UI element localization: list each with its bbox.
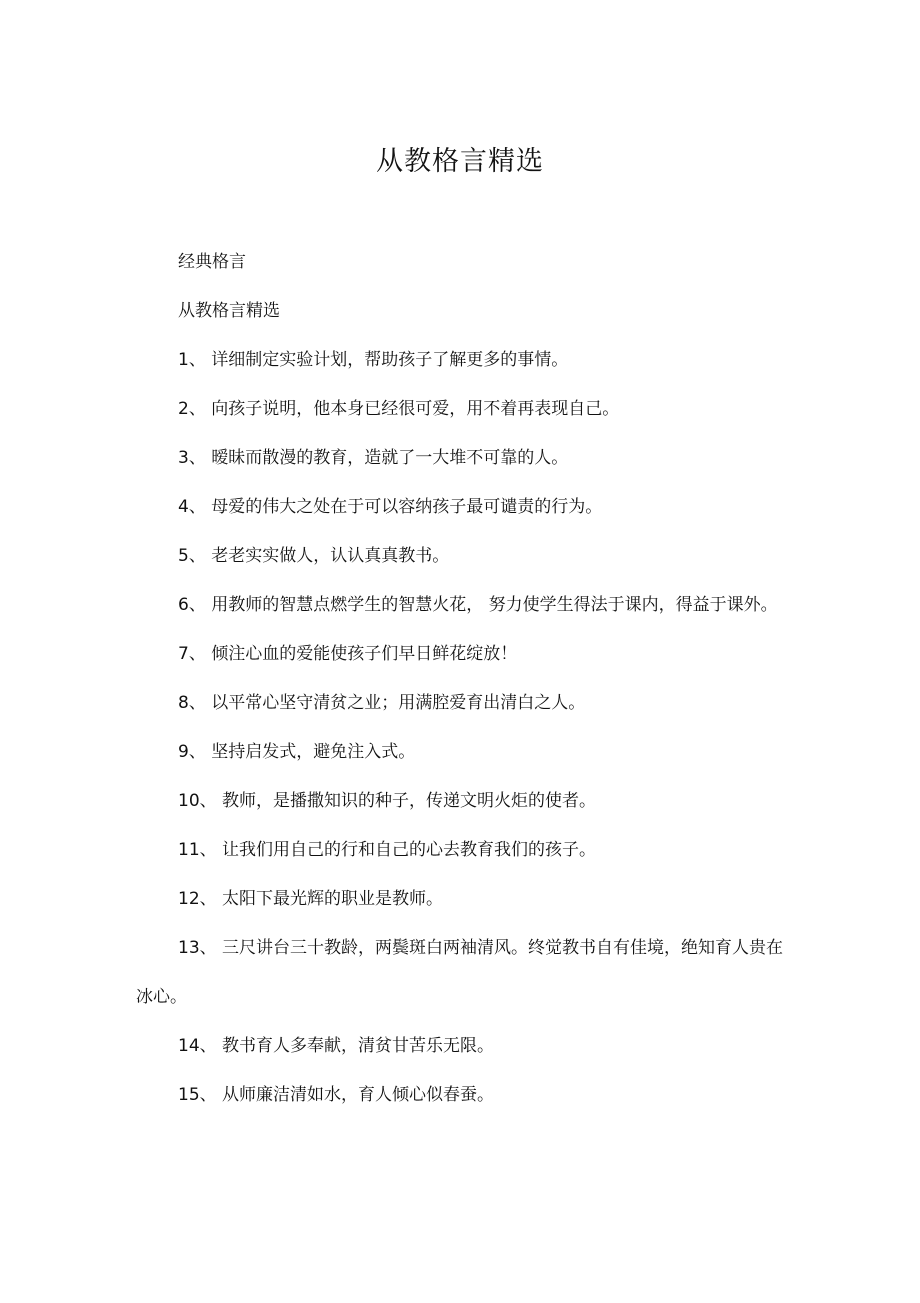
- paragraph-item-3: 3、 暧昧而散漫的教育，造就了一大堆不可靠的人。: [178, 448, 569, 468]
- paragraph-item-14: 14、 教书育人多奉献，清贫甘苦乐无限。: [178, 1036, 495, 1056]
- paragraph-item-8: 8、 以平常心坚守清贫之业；用满腔爱育出清白之人。: [178, 693, 586, 713]
- paragraph-item-2: 2、 向孩子说明，他本身已经很可爱，用不着再表现自己。: [178, 399, 620, 419]
- paragraph-item-15: 15、 从师廉洁清如水，育人倾心似春蚕。: [178, 1085, 495, 1105]
- page-title: 从教格言精选: [376, 146, 544, 177]
- paragraph-item-10: 10、 教师，是播撒知识的种子，传递文明火炬的使者。: [178, 791, 597, 811]
- paragraph-item-1: 1、 详细制定实验计划，帮助孩子了解更多的事情。: [178, 350, 569, 370]
- paragraph-item-6: 6、 用教师的智慧点燃学生的智慧火花， 努力使学生得法于课内，得益于课外。: [178, 595, 778, 615]
- paragraph-item-7: 7、 倾注心血的爱能使孩子们早日鲜花绽放！: [178, 644, 518, 664]
- document-body: [136, 238, 784, 1120]
- paragraph-item-5: 5、 老老实实做人，认认真真教书。: [178, 546, 450, 566]
- paragraph-item-4: 4、 母爱的伟大之处在于可以容纳孩子最可谴责的行为。: [178, 497, 603, 517]
- paragraph-item-13: 13、 三尺讲台三十教龄，两鬓斑白两袖清风。终觉教书自有佳境，绝知育人贵在冰心。: [136, 938, 784, 1007]
- paragraph-item-9: 9、 坚持启发式，避免注入式。: [178, 742, 416, 762]
- paragraph-item-11: 11、 让我们用自己的行和自己的心去教育我们的孩子。: [178, 840, 597, 860]
- paragraph-subtitle: 从教格言精选: [178, 301, 280, 321]
- paragraph-item-12: 12、 太阳下最光辉的职业是教师。: [178, 889, 444, 909]
- paragraph-section-heading: 经典格言: [178, 252, 246, 272]
